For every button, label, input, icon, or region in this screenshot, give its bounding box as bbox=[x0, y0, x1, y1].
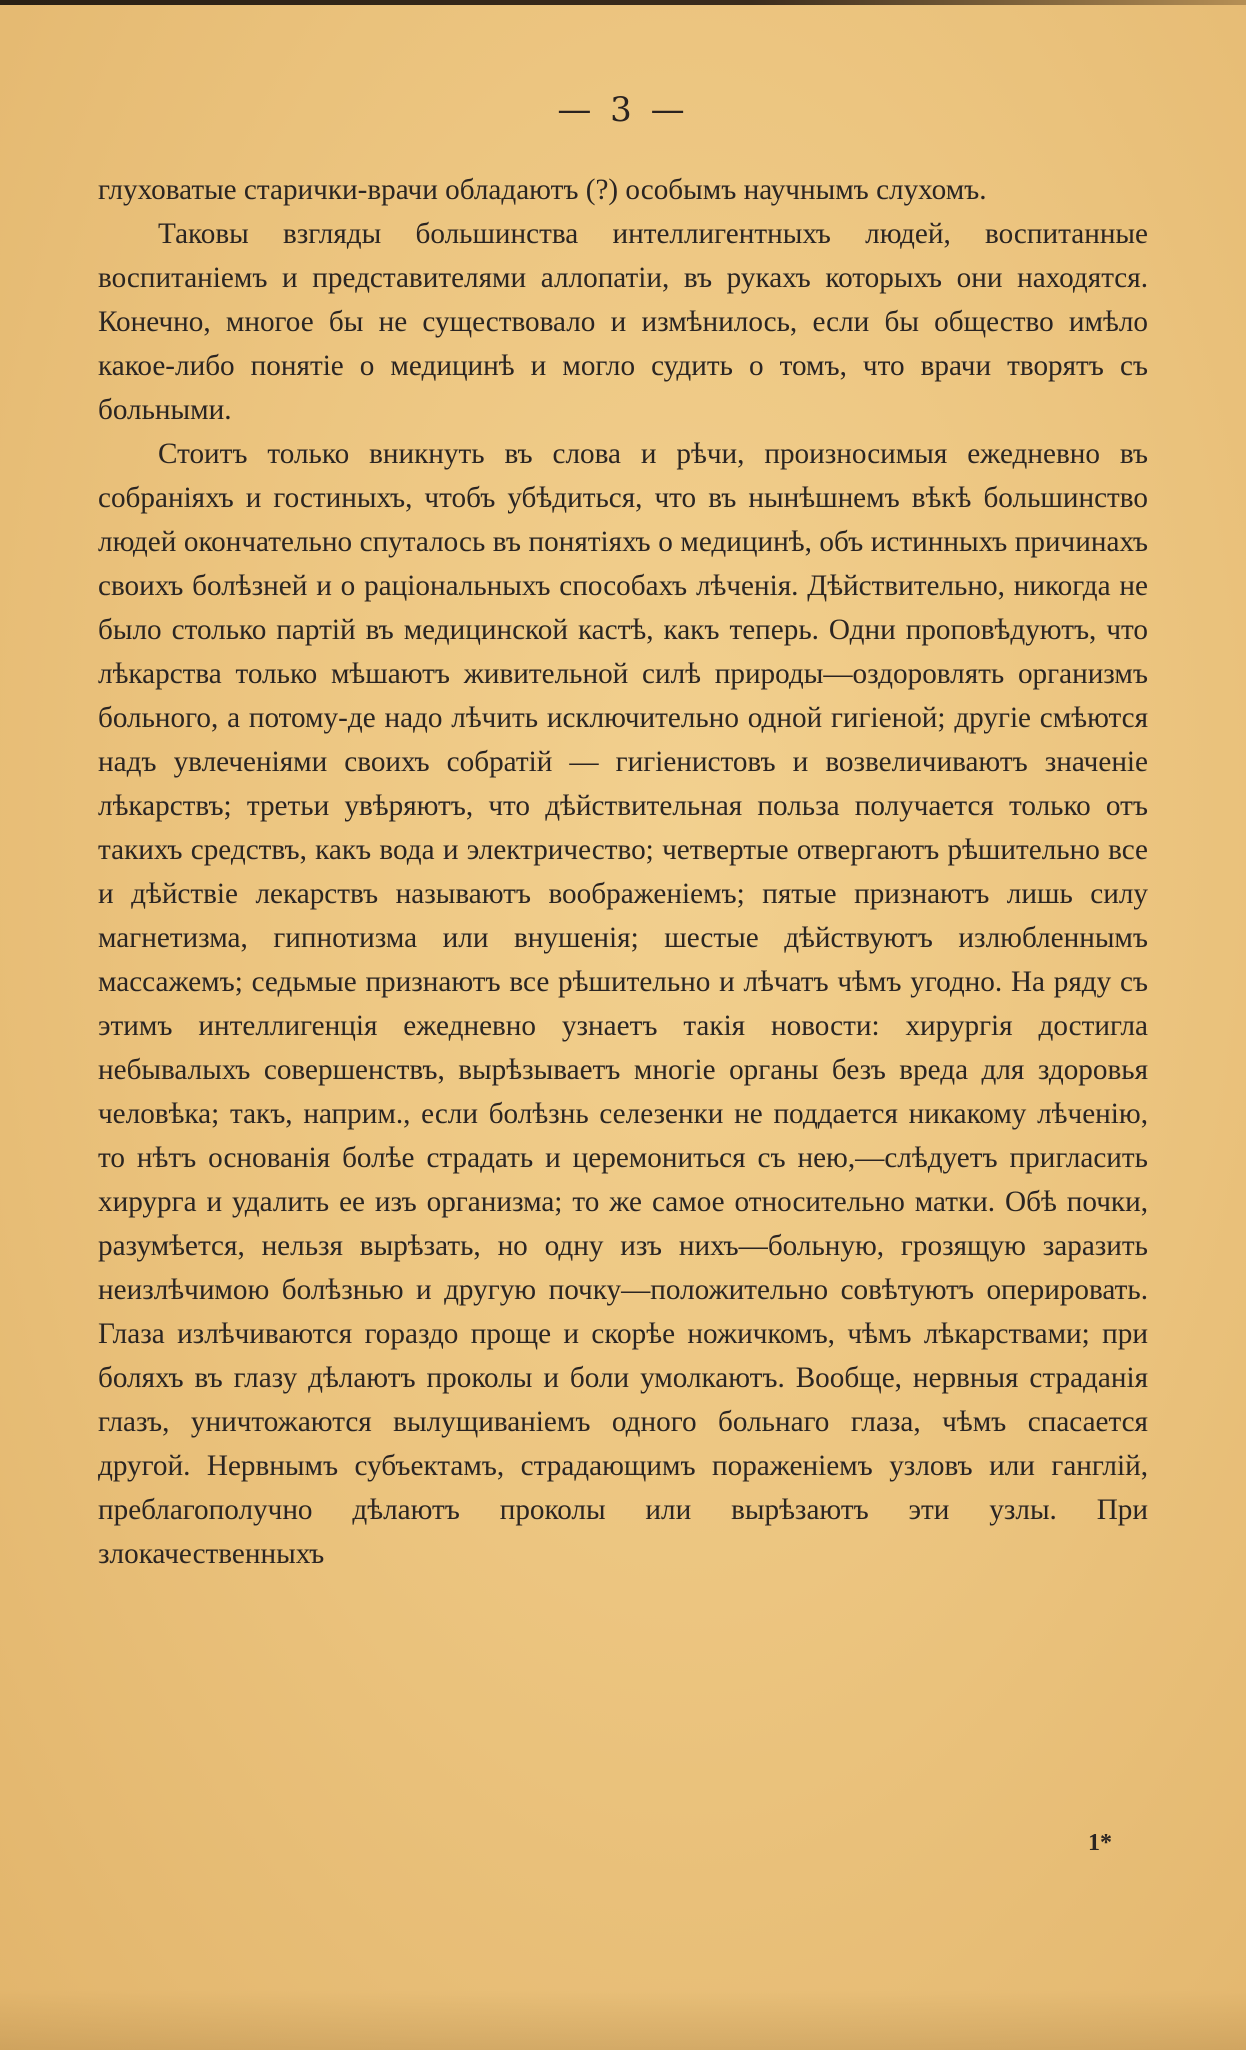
paragraph: Стоитъ только вникнуть въ слова и рѣчи, произносимыя ежедневно въ собраніяхъ и гостиныхъ, чтобъ убѣдиться, что въ нынѣшнемъ вѣкѣ большинство людей окончательно спуталось въ понятіяхъ о медицинѣ, объ истинныхъ причинахъ своихъ болѣзней и о раціональныхъ способахъ лѣченія. Дѣйствительно, никогда не было столько партій въ медицинской кастѣ, какъ теперь. Одни проповѣдуютъ, что лѣкарства только мѣшаютъ живительной силѣ природы—оздоровлять организмъ больного, а потому-де надо лѣчить исключительно одной гигіеной; другіе смѣются надъ увлеченіями своихъ собратій — гигіенистовъ и возвеличиваютъ значеніе лѣкарствъ; третьи увѣряютъ, что дѣйствительная польза получается только отъ такихъ средствъ, какъ вода и электричество; четвертые отвергаютъ рѣшительно все и дѣйствіе лекарствъ называютъ воображеніемъ; пятые признаютъ лишь силу магнетизма, гипнотизма или внушенія; шестые дѣйствуютъ излюбленнымъ массажемъ; седьмые признаютъ все рѣшительно и лѣчатъ чѣмъ угодно. На ряду съ этимъ интеллигенція ежедневно узнаетъ такія новости: хирургія достигла небывалыхъ совершенствъ, вырѣзываетъ многіе органы безъ вреда для здоровья человѣка; такъ, наприм., если болѣзнь селезенки не поддается никакому лѣченію, то нѣтъ основанія болѣе страдать и церемониться съ нею,—слѣдуетъ пригласить хирурга и удалить ее изъ организма; то же самое относительно матки. Обѣ почки, разумѣется, нельзя вырѣзать, но одну изъ нихъ—больную, грозящую заразить неизлѣчимою болѣзнью и другую почку—положительно совѣтуютъ оперировать. Глаза излѣчиваются гораздо проще и скорѣе ножичкомъ, чѣмъ лѣкарствами; при боляхъ въ глазу дѣлаютъ проколы и боли умолкаютъ. Вообще, нервныя страданія глазъ, уничтожаются вылущиваніемъ одного больнаго глаза, чѣмъ спасается другой. Нервнымъ субъектамъ, страдающимъ пораженіемъ узловъ или ганглій, преблагополучно дѣлаютъ проколы или вырѣзаютъ эти узлы. При злокачественныхъ bbox=[98, 438, 1148, 1570]
printer-signature-mark: 1* bbox=[1088, 1830, 1112, 1856]
page-top-edge bbox=[0, 0, 1246, 5]
body-text bbox=[98, 168, 1148, 1576]
paragraph: Таковы взгляды большинства интеллигентныхъ людей, воспитанные воспитаніемъ и представителями аллопатіи, въ рукахъ которыхъ они находятся. Конечно, многое бы не существовало и измѣнилось, если бы общество имѣло какое-либо понятіе о медицинѣ и могло судить о томъ, что врачи творятъ съ больными. bbox=[98, 218, 1148, 426]
paragraph: глуховатые старички-врачи обладаютъ (?) особымъ научнымъ слухомъ. bbox=[98, 174, 987, 206]
page-number: — 3 — bbox=[557, 90, 689, 130]
page-bottom-shading bbox=[0, 1990, 1246, 2050]
